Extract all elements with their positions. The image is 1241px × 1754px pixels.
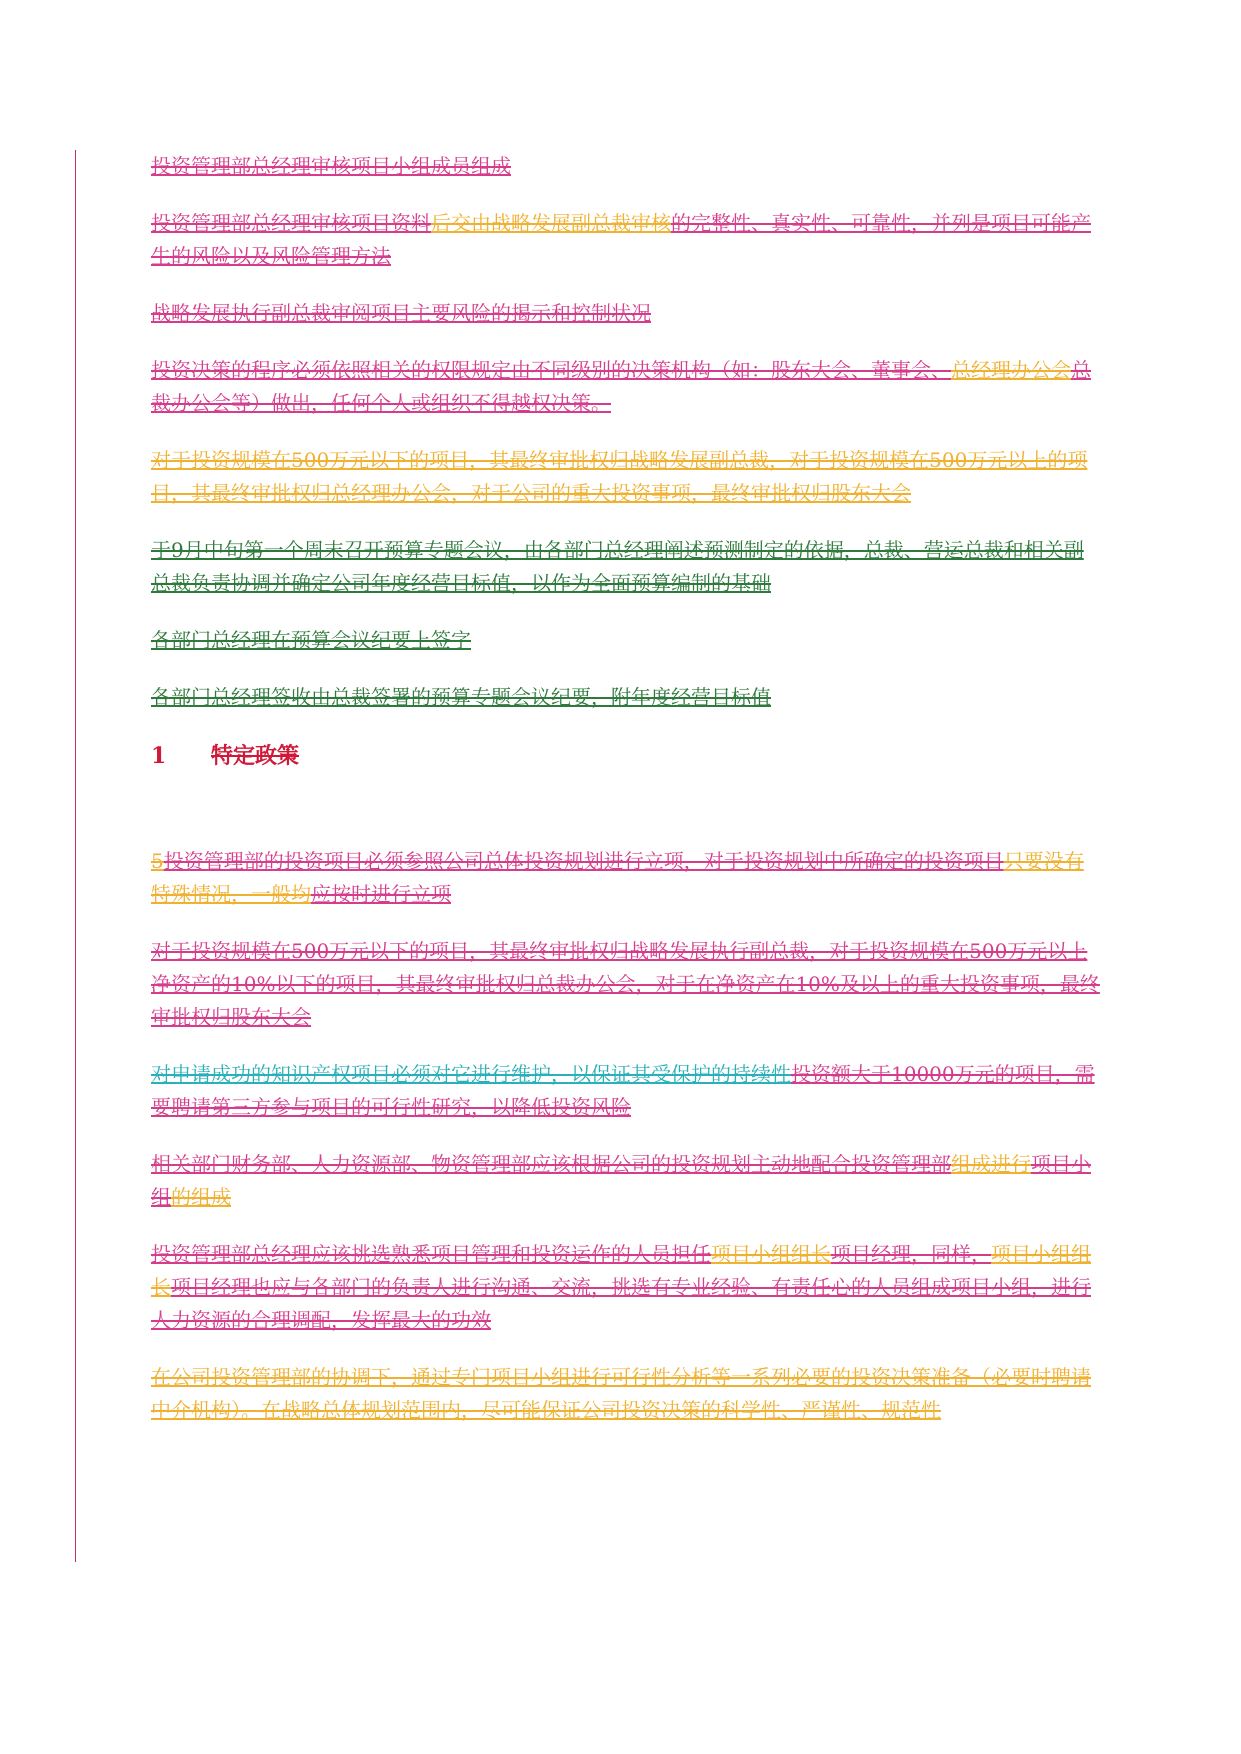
section-title: 特定政策 — [211, 743, 300, 769]
tracked-paragraph — [151, 150, 1101, 183]
tracked-text-segment: 战略发展执行副总裁审阅项目主要风险的揭示和控制状况 — [151, 301, 651, 325]
tracked-text-segment: 投资管理部总经理审核项目资料 — [151, 211, 431, 235]
tracked-text-segment: 各部门总经理在预算会议纪要上签字 — [151, 628, 471, 652]
tracked-text-segment: 应按时进行立项 — [311, 882, 451, 906]
revision-change-bar — [75, 150, 76, 1562]
tracked-text-segment: 进行 — [991, 1152, 1031, 1176]
tracked-paragraph — [151, 354, 1101, 420]
tracked-text-segment: 各部门总经理签收由总裁签署的预算专题会议纪要，附年度经营目标值 — [151, 685, 771, 709]
tracked-text-segment: 5 — [151, 849, 164, 873]
tracked-text-segment: 后交由战略发展副总裁审核 — [431, 211, 671, 235]
tracked-text-segment: 于9月中旬第一个周末召开预算专题会议，由各部门总经理阐述预测制定的依据，总裁、营运总裁和相关副总裁负责协调并确定公司年度经营目标值，以作为全面预算编制的基础 — [151, 538, 1084, 595]
tracked-paragraph — [151, 1058, 1101, 1124]
tracked-text-segment: 总经理办公会 — [951, 358, 1071, 382]
tracked-text-segment: 只要没有特殊情况，一般均 — [151, 849, 1084, 906]
paragraph-group-2 — [151, 845, 1101, 1427]
tracked-text-segment: 相关部门财务部、人力资源部、物资管理部应该根据公司的投资规划主动地配合投资管理部 — [151, 1152, 951, 1176]
tracked-text-segment: 投资管理部总经理应该挑选熟悉项目管理和投资运作的人员担任 — [151, 1242, 711, 1266]
tracked-paragraph — [151, 845, 1101, 911]
tracked-text-segment: 对于投资规模在500万元以下的项目，其最终审批权归战略发展副总裁，对于投资规模在500万元以上的项目，其最终审批权归总经理办公会，对于公司的重大投资事项，最终审批权归股东大会 — [151, 448, 1088, 505]
tracked-text-segment: 的完整性、真实性、可靠性，并列是项目可能产生的风险以及风险管理方法 — [151, 211, 1091, 268]
tracked-text-segment: 对于投资规模在500万元以下的项目，其最终审批权归战略发展执行副总裁，对于投资规模在500万元以上净资产的10%以下的项目，其最终审批权归总裁办公会，对于在净资产在10%及以上的重大投资事项，最终审批权归股东大会 — [151, 939, 1100, 1029]
tracked-text-segment: 对申请成功的知识产权项目必须对它进行维护，以保证其受保护的持续性 — [151, 1062, 791, 1086]
tracked-paragraph — [151, 297, 1101, 330]
section-number: 1 — [151, 743, 167, 769]
tracked-paragraph — [151, 1361, 1101, 1427]
tracked-text-segment: 组成 — [951, 1152, 991, 1176]
tracked-text-segment: 投资决策的程序必须依照相关的权限规定由不同级别的决策机构（如：股东大会、董事会、 — [151, 358, 951, 382]
tracked-paragraph — [151, 207, 1101, 273]
tracked-paragraph — [151, 1148, 1101, 1214]
tracked-text-segment: 投资额大于10000万元的项目，需要聘请第三方参与项目的可行性研究，以降低投资风险 — [151, 1062, 1095, 1119]
tracked-paragraph — [151, 624, 1101, 657]
tracked-paragraph — [151, 534, 1101, 600]
tracked-text-segment: 项目经理，同样， — [831, 1242, 991, 1266]
tracked-text-segment: 的组成 — [171, 1185, 231, 1209]
tracked-paragraph — [151, 1238, 1101, 1337]
tracked-text-segment: 项目小组 — [151, 1152, 1091, 1209]
tracked-text-segment: 在公司投资管理部的协调下，通过专门项目小组进行可行性分析等一系列必要的投资决策准备（必要时聘请中介机构）。在战略总体规划范围内，尽可能保证公司投资决策的科学性、严谨性、规范性 — [151, 1365, 1091, 1422]
paragraph-group-1 — [151, 150, 1101, 714]
tracked-text-segment: 总裁办公会等）做出，任何个人或组织不得越权决策。 — [151, 358, 1091, 415]
tracked-paragraph — [151, 935, 1101, 1034]
document-body — [151, 150, 1101, 1427]
tracked-text-segment: 项目小组组长 — [151, 1242, 1091, 1299]
tracked-paragraph — [151, 681, 1101, 714]
section-heading — [151, 740, 1101, 773]
tracked-paragraph — [151, 444, 1101, 510]
tracked-text-segment: 项目经理也应与各部门的负责人进行沟通、交流，挑选有专业经验、有责任心的人员组成项目小组，进行人力资源的合理调配，发挥最大的功效 — [151, 1275, 1091, 1332]
tracked-text-segment: 投资管理部的投资项目必须参照公司总体投资规划进行立项，对于投资规划中所确定的投资项目 — [163, 849, 1004, 873]
tracked-text-segment: 项目小组组长 — [711, 1242, 831, 1266]
tracked-text-segment: 投资管理部总经理审核项目小组成员组成 — [151, 154, 511, 178]
